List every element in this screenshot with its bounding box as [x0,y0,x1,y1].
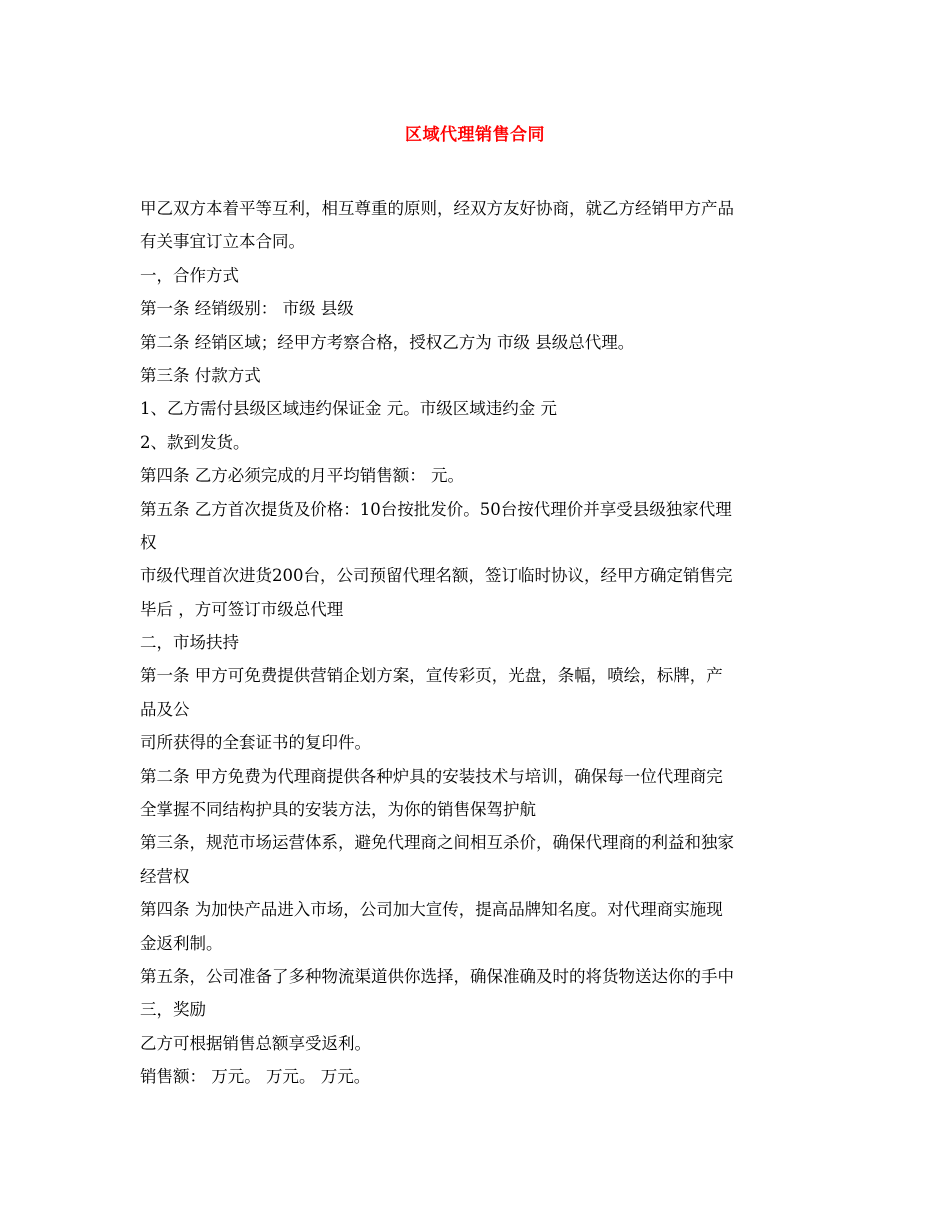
body-line: 第五条，公司准备了多种物流渠道供你选择，确保准确及时的将货物送达你的手中 [140,966,734,986]
body-line: 1、乙方需付县级区域违约保证金 元。市级区域违约金 元 [140,399,557,419]
body-line: 乙方可根据销售总额享受返利。 [140,1033,371,1053]
body-line: 毕后 ，方可签订市级总代理 [140,599,344,619]
body-line: 品及公 [140,699,190,719]
body-line: 市级代理首次进货200台，公司预留代理名额，签订临时协议，经甲方确定销售完 [140,566,733,586]
body-line: 甲乙双方本着平等互利，相互尊重的原则，经双方友好协商，就乙方经销甲方产品 [140,199,734,218]
document-body [140,192,816,1094]
body-line: 销售额： 万元。 万元。 万元。 [140,1067,371,1087]
body-line: 权 [140,532,157,552]
body-line: 2、款到发货。 [140,432,250,452]
body-line: 第三条 付款方式 [140,365,261,385]
body-line: 第四条 乙方必须完成的月平均销售额： 元。 [140,466,464,486]
document-title: 区域代理销售合同 [405,125,545,145]
body-line: 全掌握不同结构护具的安装方法，为你的销售保驾护航 [140,800,536,820]
body-line: 有关事宜订立本合同。 [140,232,305,252]
body-line: 第一条 甲方可免费提供营销企划方案，宣传彩页，光盘，条幅，喷绘，标牌，产 [140,666,723,686]
body-line: 司所获得的全套证书的复印件。 [140,733,371,753]
body-line: 第四条 为加快产品进入市场，公司加大宣传，提高品牌知名度。对代理商实施现 [140,900,723,920]
body-line: 第二条 经销区域；经甲方考察合格，授权乙方为 市级 县级总代理。 [140,332,635,352]
section-heading: 二，市场扶持 [140,633,239,653]
section-heading: 三，奖励 [140,1000,206,1020]
body-line: 第一条 经销级别： 市级 县级 [140,299,354,319]
body-line: 金返利制。 [140,933,223,953]
body-line: 第五条 乙方首次提货及价格：10台按批发价。50台按代理价并享受县级独家代理 [140,499,732,519]
section-heading: 一，合作方式 [140,265,239,285]
body-line: 第三条，规范市场运营体系，避免代理商之间相互杀价，确保代理商的利益和独家 [140,833,734,853]
body-line: 第二条 甲方免费为代理商提供各种炉具的安装技术与培训，确保每一位代理商完 [140,766,723,786]
body-line: 经营权 [140,866,190,886]
